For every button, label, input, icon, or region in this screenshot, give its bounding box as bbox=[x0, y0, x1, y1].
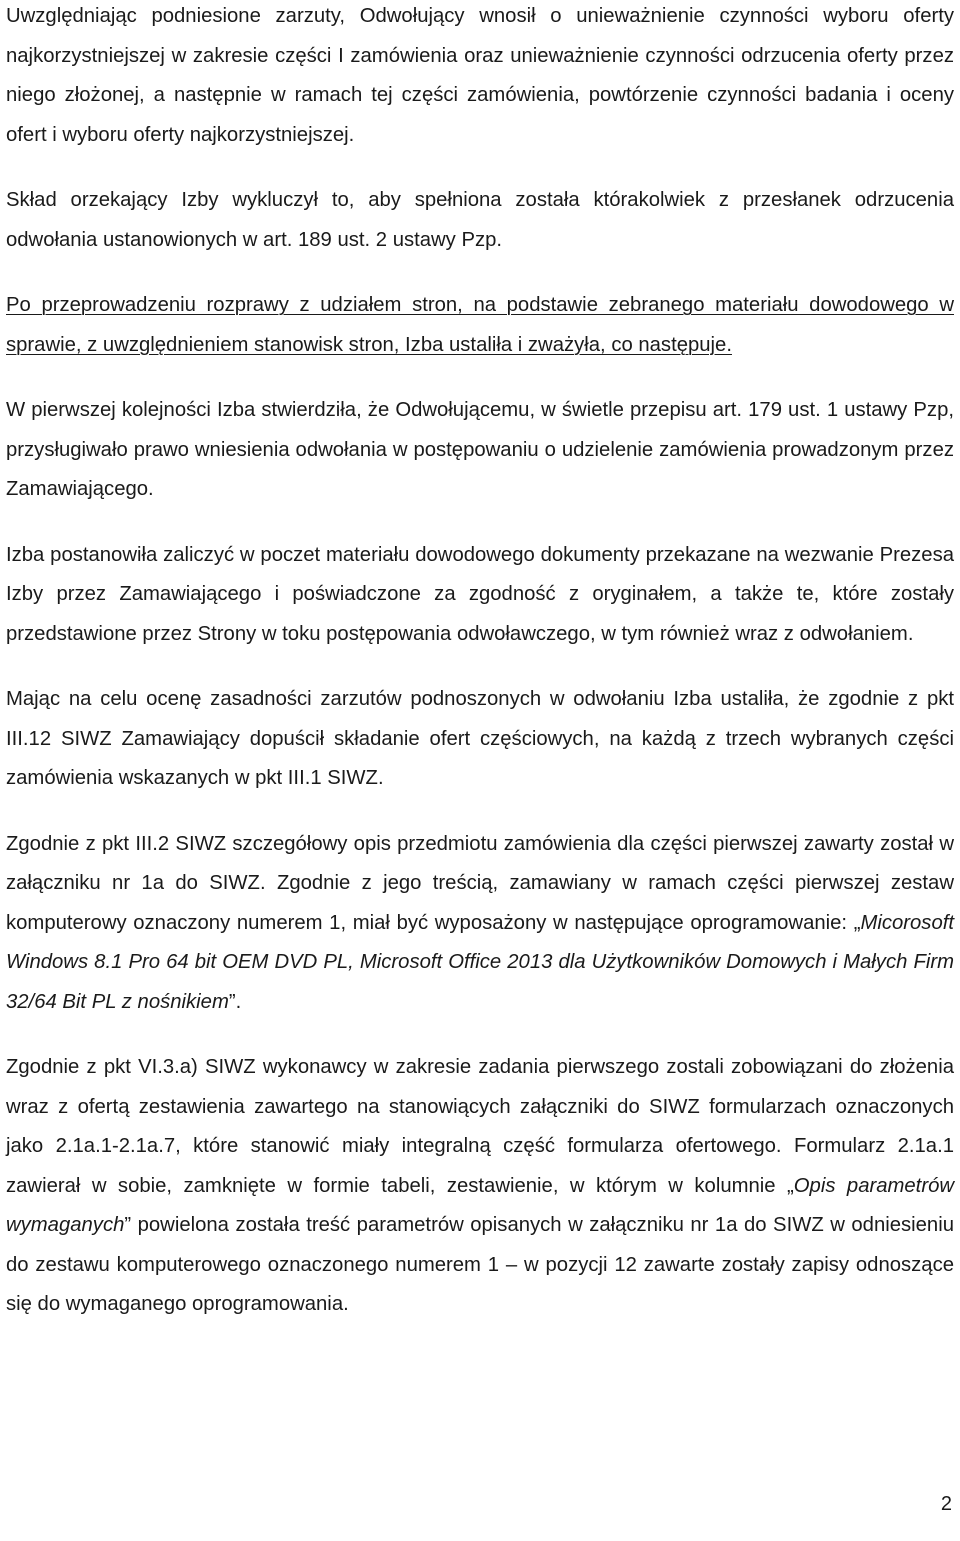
software-text-after: ”. bbox=[228, 990, 242, 1013]
paragraph-grounds-for-rejection: Skład orzekający Izby wykluczył to, aby spełniona została którakolwiek z przesłanek odrzucenia odwołania ustanowionych w art. 189 ust. 2 ustawy Pzp. bbox=[6, 189, 954, 251]
page-number: 2 bbox=[940, 1493, 952, 1515]
paragraph-software-requirements bbox=[6, 825, 954, 1023]
software-list-italic: Micorosoft Windows 8.1 Pro 64 bit OEM DVD PL, Microsoft Office 2013 dla Użytkowników Domowych i Małych Firm 32/64 Bit PL z nośnikiem bbox=[6, 911, 954, 1013]
paragraph-offer-forms bbox=[6, 1048, 954, 1325]
forms-text-before: Zgodnie z pkt VI.3.a) SIWZ wykonawcy w zakresie zadania pierwszego zostali zobowiązani do złożenia wraz z ofertą zestawienia zawartego na stanowiących załączniki do SIWZ formularzach oznaczonych jako 2.1a.1-2.1a.7, które stanowić miały integralną część formularza ofertowego. Formularz 2.1a.1 zawierał w sobie, zamknięte w formie tabeli, zestawienie, w którym w kolumnie „ bbox=[6, 1056, 954, 1197]
paragraph-findings-intro: Po przeprowadzeniu rozprawy z udziałem stron, na podstawie zebranego materiału dowodowego w sprawie, z uwzględnieniem stanowisk stron, Izba ustaliła i zważyła, co następuje. bbox=[6, 294, 954, 356]
document-body bbox=[6, 0, 954, 1351]
forms-text-after: ” powielona została treść parametrów opisanych w załączniku nr 1a do SIWZ w odniesieniu do zestawu komputerowego oznaczonego numerem 1 – w pozycji 12 zawarte zostały zapisy odnoszące się do wymaganego oprogramowania. bbox=[6, 1214, 954, 1315]
column-name-italic: Opis parametrów wymaganych bbox=[6, 1174, 954, 1236]
paragraph-evidence: Izba postanowiła zaliczyć w poczet materiału dowodowego dokumenty przekazane na wezwanie Prezesa Izby przez Zamawiającego i poświadczone za zgodność z oryginałem, a także te, które zostały przedstawione przez Strony w toku postępowania odwoławczego, w tym również wraz z odwołaniem. bbox=[6, 543, 954, 645]
software-text-before: Zgodnie z pkt III.2 SIWZ szczegółowy opis przedmiotu zamówienia dla części pierwszej zawarty został w załączniku nr 1a do SIWZ. Zgodnie z jego treścią, zamawiany w ramach części pierwszej zestaw komputerowy oznaczony numerem 1, miał być wyposażony w następujące oprogramowanie: „ bbox=[6, 832, 954, 934]
paragraph-partial-offers: Mając na celu ocenę zasadności zarzutów podnoszonych w odwołaniu Izba ustaliła, że zgodnie z pkt III.12 SIWZ Zamawiający dopuścił składanie ofert częściowych, na każdą z trzech wybranych części zamówienia wskazanych w pkt III.1 SIWZ. bbox=[6, 688, 954, 789]
paragraph-requests-of-appellant: Uwzględniając podniesione zarzuty, Odwołujący wnosił o unieważnienie czynności wyboru oferty najkorzystniejszej w zakresie części I zamówienia oraz unieważnienie czynności odrzucenia oferty przez niego złożonej, a następnie w ramach tej części zamówienia, powtórzenie czynności badania i oceny ofert i wyboru oferty najkorzystniejszej. bbox=[6, 5, 954, 146]
paragraph-right-to-appeal: W pierwszej kolejności Izba stwierdziła, że Odwołującemu, w świetle przepisu art. 179 ust. 1 ustawy Pzp, przysługiwało prawo wniesienia odwołania w postępowaniu o udzielenie zamówienia prowadzonym przez Zamawiającego. bbox=[6, 399, 954, 500]
